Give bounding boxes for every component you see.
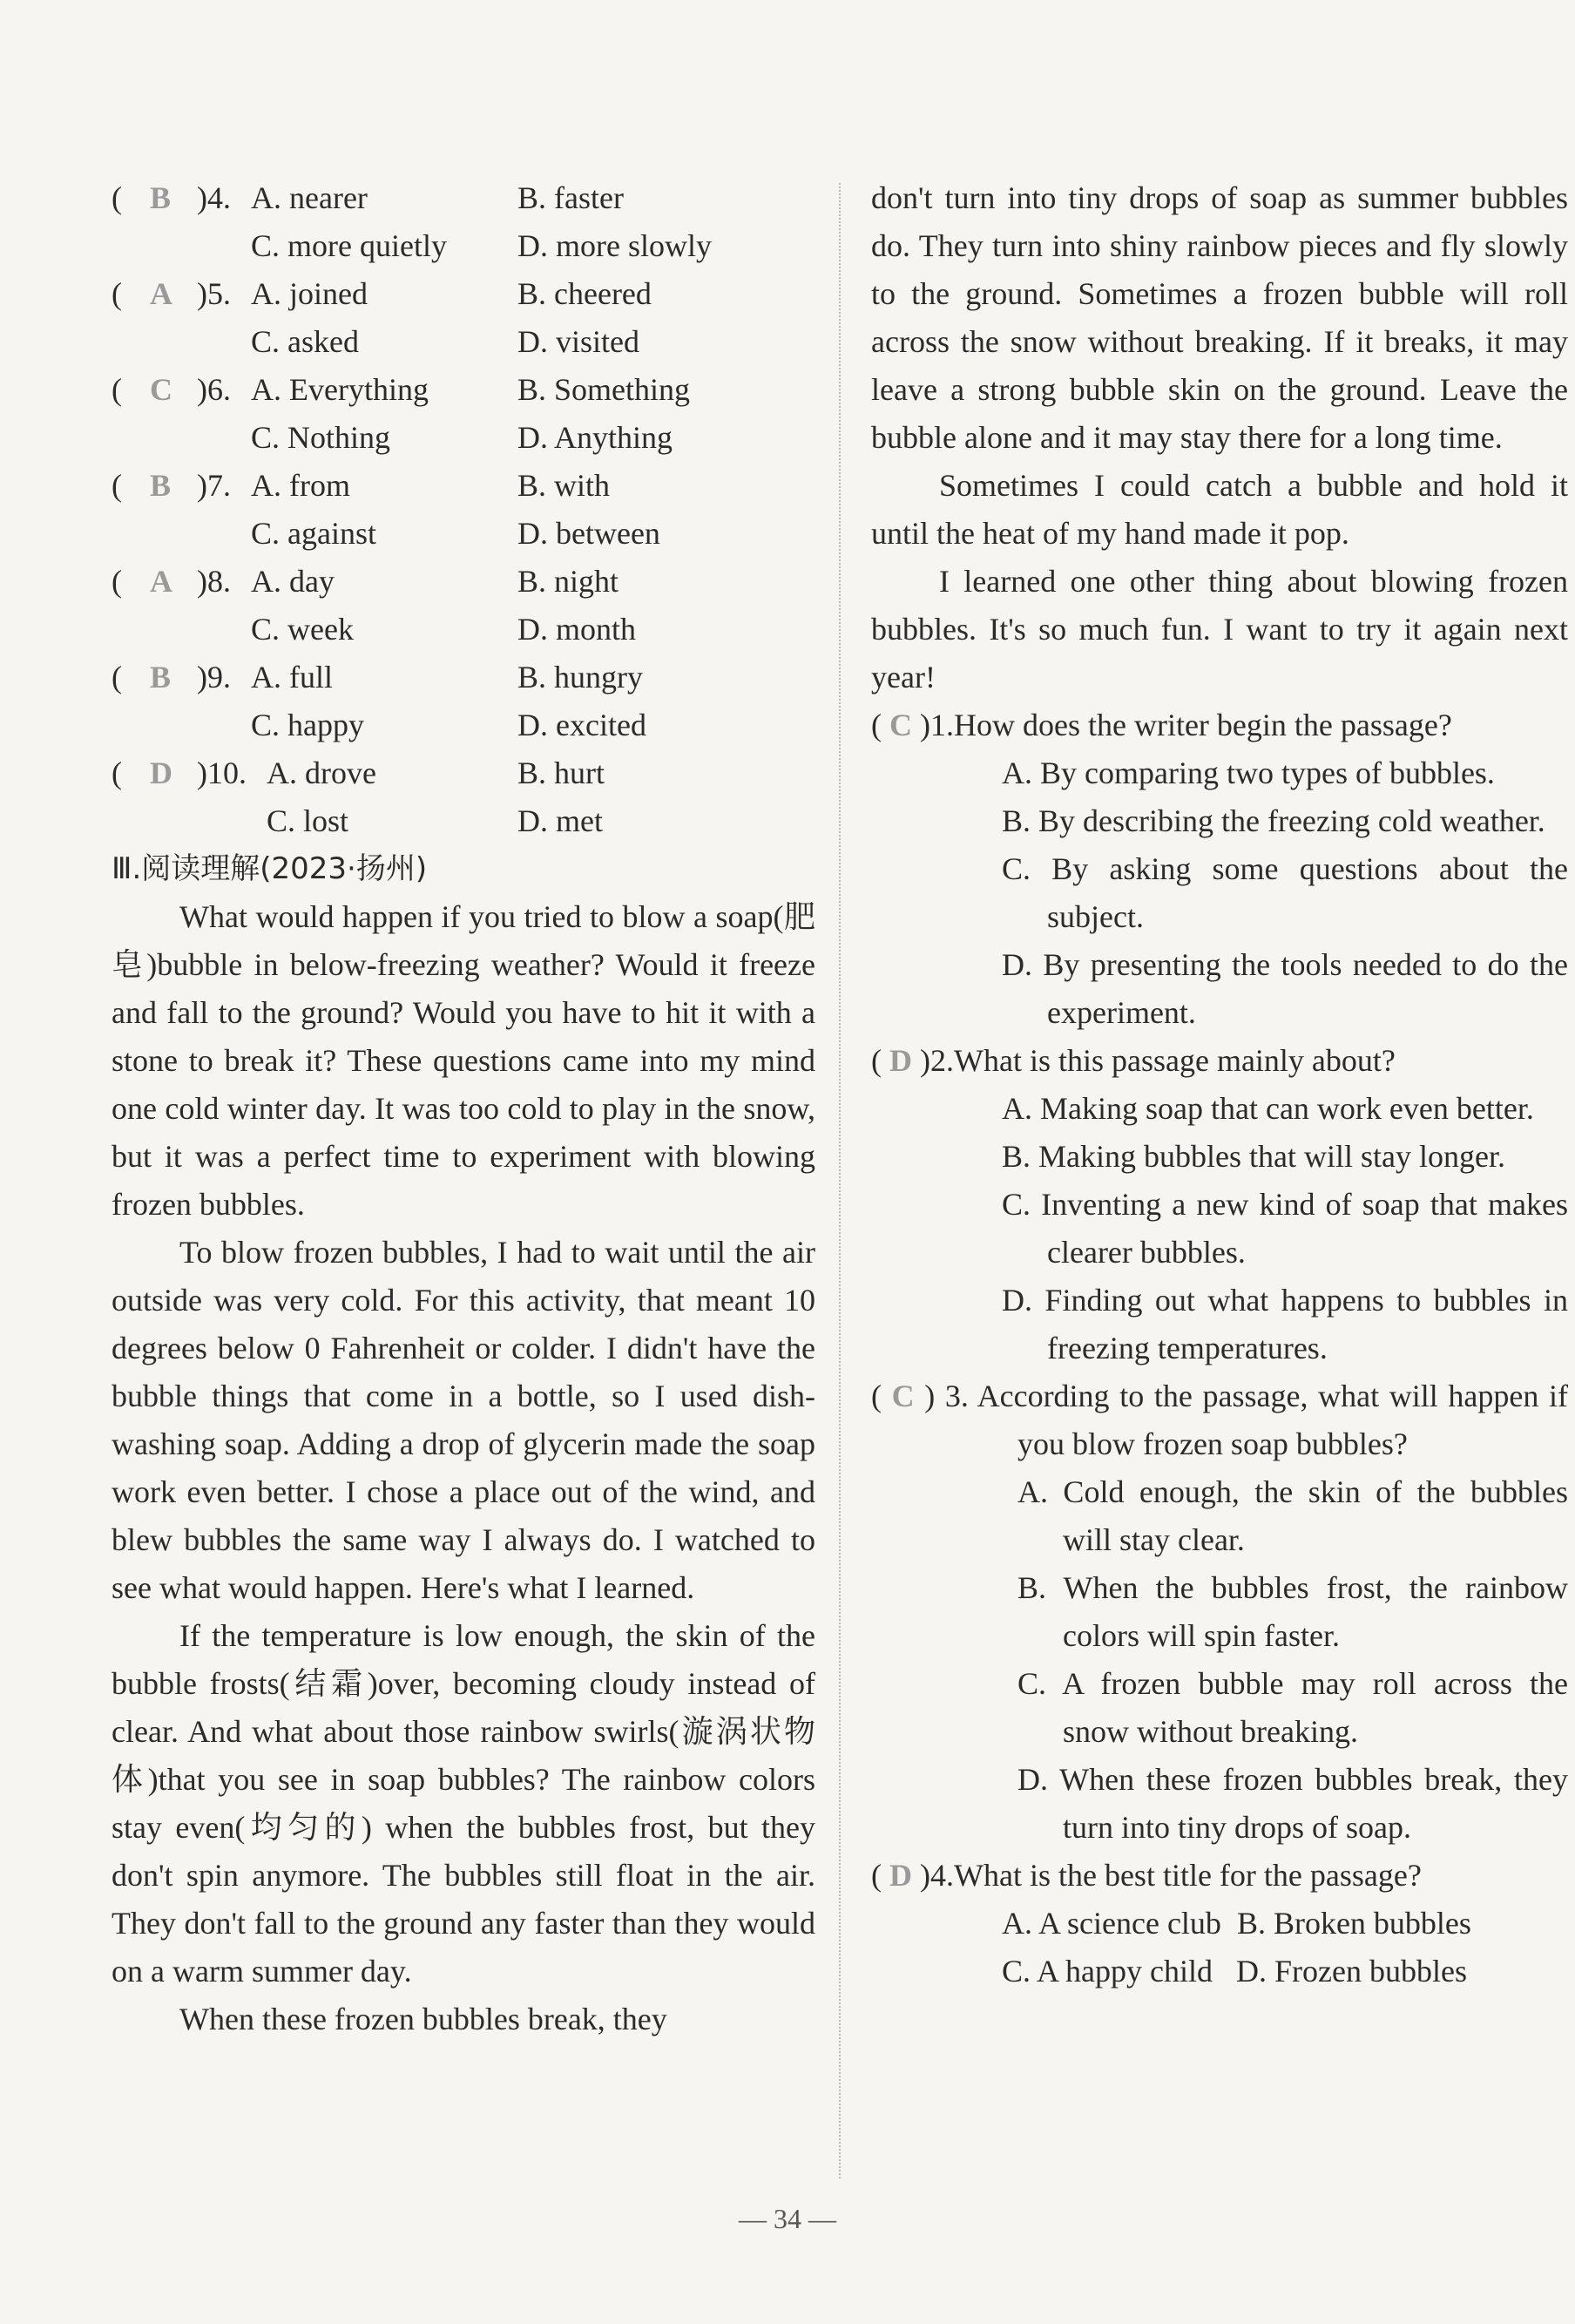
cloze-item-cont: [112, 510, 815, 558]
option-a: A. drove: [267, 755, 376, 790]
option: D. Frozen bubbles: [1236, 1954, 1467, 1989]
question-stem: What is this passage mainly about?: [954, 1043, 1396, 1078]
cloze-item-cont: [112, 414, 815, 462]
cloze-options: [112, 174, 815, 845]
passage-paragraph: don't turn into tiny drops of soap as summer bubbles do. They turn into shiny rainbow pieces and fly slowly to the ground. Sometimes a frozen bubble will roll across the snow without breaking. If it breaks, it may leave a strong bubble skin on the ground. Leave the bubble alone and it may stay there for a long time.: [871, 180, 1568, 455]
option-row: [1002, 1900, 1568, 1948]
question-head: ( D )4.What is the best title for the passage?: [871, 1858, 1422, 1893]
option-d: D. excited: [517, 708, 646, 742]
option: A. Cold enough, the skin of the bubbles will stay clear.: [1017, 1474, 1568, 1557]
cloze-item: [112, 654, 815, 701]
option-a: A. from: [251, 468, 350, 503]
option: C. Inventing a new kind of soap that makes clearer bubbles.: [1002, 1187, 1568, 1270]
answer-mark: B: [150, 180, 172, 215]
question-head: ( D )2.What is this passage mainly about?: [871, 1043, 1396, 1078]
question-number: )10.: [197, 755, 247, 790]
paren: (: [112, 755, 122, 790]
cloze-item-cont: [112, 797, 815, 845]
option: D. Finding out what happens to bubbles in freezing temperatures.: [1002, 1283, 1568, 1365]
question-number: )4.: [197, 180, 231, 215]
passage-paragraph: I learned one other thing about blowing frozen bubbles. It's so much fun. I want to try it again next year!: [871, 564, 1568, 694]
question-3: [871, 1372, 1568, 1852]
option: C. By asking some questions about the subject.: [1002, 851, 1568, 934]
question-stem: What is the best title for the passage?: [954, 1858, 1422, 1893]
page-number: — 34 —: [739, 2203, 836, 2234]
option-c: C. happy: [251, 708, 364, 742]
option: B. By describing the freezing cold weather.: [1002, 803, 1545, 838]
option-b: B. hurt: [517, 755, 605, 790]
paren: (: [112, 372, 122, 407]
question-number: )5.: [197, 276, 231, 311]
cloze-item: [112, 462, 815, 510]
question-stem: According to the passage, what will happen if you blow frozen soap bubbles?: [977, 1379, 1568, 1461]
section-title: Ⅲ.阅读理解(2023·扬州): [112, 851, 428, 886]
option-a: A. nearer: [251, 180, 368, 215]
option-b: B. cheered: [517, 276, 652, 311]
answer-mark: B: [150, 660, 172, 694]
option-b: B. faster: [517, 180, 624, 215]
question-number: )8.: [197, 564, 231, 599]
question-number: )9.: [197, 660, 231, 694]
cloze-item: [112, 749, 815, 797]
option: A. Making soap that can work even better.: [1002, 1091, 1534, 1126]
option-d: D. met: [517, 803, 603, 838]
option: A. By comparing two types of bubbles.: [1002, 755, 1495, 790]
option-a: A. joined: [251, 276, 368, 311]
question-2: [871, 1037, 1568, 1372]
option-a: A. day: [251, 564, 335, 599]
question-number: )4.: [920, 1858, 954, 1893]
option: B. Broken bubbles: [1236, 1906, 1471, 1941]
paren: (: [112, 180, 122, 215]
option-d: D. visited: [517, 324, 639, 359]
passage-paragraph: To blow frozen bubbles, I had to wait until the air outside was very cold. For this activity, that meant 10 degrees below 0 Fahrenheit or colder. I didn't have the bubble things that come in a bottle, so I used dish-washing soap. Adding a drop of glycerin made the soap work even better. I chose a place out of the wind, and blew bubbles the same way I always do. I watched to see what would happen. Here's what I learned.: [112, 1235, 815, 1605]
cloze-item: [112, 558, 815, 606]
option-c: C. Nothing: [251, 420, 391, 455]
answer-mark: D: [889, 1858, 912, 1893]
cloze-item: [112, 366, 815, 414]
question-number: )6.: [197, 372, 231, 407]
option: B. Making bubbles that will stay longer.: [1002, 1139, 1505, 1174]
option: C. A frozen bubble may roll across the snow without breaking.: [1017, 1666, 1568, 1749]
left-column: [112, 174, 815, 2043]
passage-paragraph: What would happen if you tried to blow a soap(肥皂)bubble in below-freezing weather? Would it freeze and fall to the ground? Would you have to hit it with a stone to break it? These questions came into my mind one cold winter day. It was too cold to play in the snow, but it was a perfect time to experiment with blowing frozen bubbles.: [112, 899, 815, 1222]
answer-mark: A: [150, 564, 172, 599]
answer-mark: D: [150, 755, 172, 790]
answer-mark: A: [150, 276, 172, 311]
cloze-item-cont: [112, 222, 815, 270]
answer-mark: C: [889, 708, 912, 742]
option-row: [1002, 1948, 1568, 1995]
question-number: )2.: [920, 1043, 954, 1078]
passage-paragraph: If the temperature is low enough, the skin of the bubble frosts(结霜)over, becoming cloudy instead of clear. And what about those rainbow swirls(漩涡状物体)that you see in soap bubbles? The rainbow colors stay even(均匀的) when the bubbles frost, but they don't spin anymore. The bubbles still float in the air. They don't fall to the ground any faster than they would on a warm summer day.: [112, 1618, 815, 1989]
option-c: C. asked: [251, 324, 359, 359]
option: D. By presenting the tools needed to do the experiment.: [1002, 947, 1568, 1030]
option-d: D. between: [517, 516, 660, 551]
option-b: B. hungry: [517, 660, 643, 694]
option: B. When the bubbles frost, the rainbow colors will spin faster.: [1017, 1570, 1568, 1653]
option: A. A science club: [1002, 1906, 1221, 1941]
answer-mark: B: [150, 468, 172, 503]
cloze-item-cont: [112, 606, 815, 654]
question-number: ) 3.: [924, 1379, 969, 1413]
option-a: A. Everything: [251, 372, 429, 407]
option-d: D. more slowly: [517, 228, 712, 263]
right-column: [871, 174, 1568, 1995]
column-divider: [839, 183, 841, 2178]
question-1: [871, 701, 1568, 1037]
option-c: C. against: [251, 516, 376, 551]
option-d: D. month: [517, 612, 637, 647]
option-b: B. night: [517, 564, 619, 599]
answer-mark: D: [889, 1043, 912, 1078]
cloze-item: [112, 270, 815, 318]
question-head: ( C ) 3. According to the passage, what will happen if you blow frozen soap bubbles?: [871, 1379, 1568, 1461]
passage-paragraph: Sometimes I could catch a bubble and hold it until the heat of my hand made it pop.: [871, 468, 1568, 551]
paren: (: [112, 564, 122, 599]
question-number: )7.: [197, 468, 231, 503]
cloze-item-cont: [112, 701, 815, 749]
cloze-item-cont: [112, 318, 815, 366]
cloze-item: [112, 174, 815, 222]
question-4: [871, 1852, 1568, 1995]
paren: (: [112, 660, 122, 694]
option-a: A. full: [251, 660, 333, 694]
answer-mark: C: [150, 372, 172, 407]
option-c: C. lost: [267, 803, 349, 838]
passage-paragraph: When these frozen bubbles break, they: [179, 2002, 667, 2036]
option-b: B. Something: [517, 372, 691, 407]
option: C. A happy child: [1002, 1954, 1213, 1989]
option: D. When these frozen bubbles break, they turn into tiny drops of soap.: [1017, 1762, 1568, 1845]
option-b: B. with: [517, 468, 611, 503]
option-c: C. week: [251, 612, 354, 647]
question-number: )1.: [920, 708, 954, 742]
question-stem: How does the writer begin the passage?: [954, 708, 1452, 742]
answer-mark: C: [891, 1379, 915, 1413]
option-d: D. Anything: [517, 420, 673, 455]
question-head: ( C )1.How does the writer begin the passage?: [871, 708, 1452, 742]
paren: (: [112, 468, 122, 503]
paren: (: [112, 276, 122, 311]
option-c: C. more quietly: [251, 228, 447, 263]
